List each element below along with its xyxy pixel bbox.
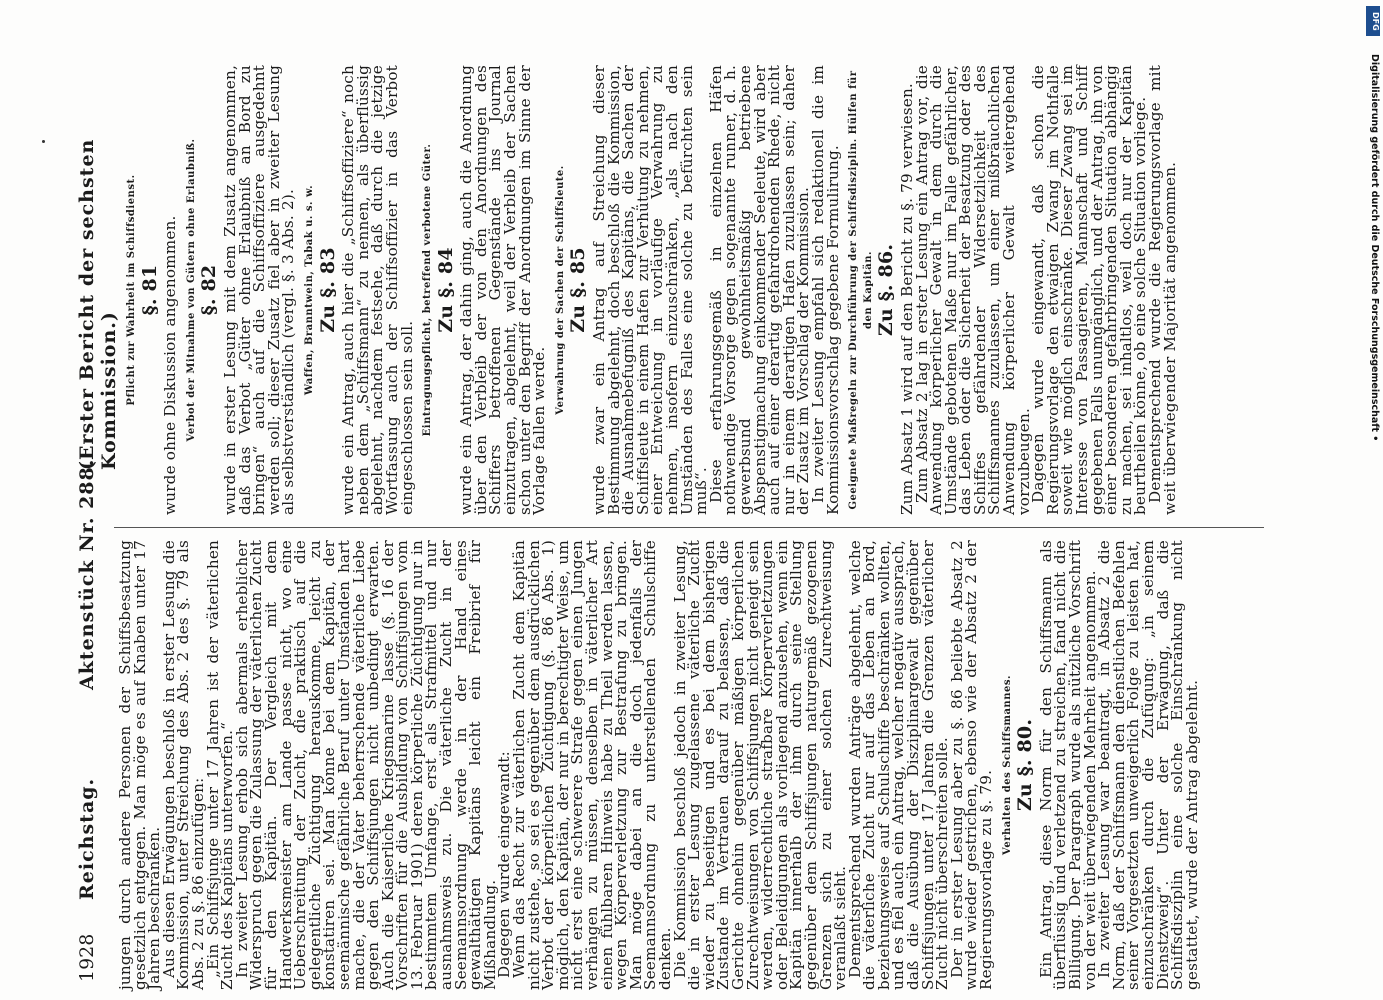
paragraph: In zweiter Lesung empfahl sich redaktionell die im Kommissionsvorschlag gegebene Formulirung. [808,65,842,515]
section-heading: §. 81 [138,264,161,316]
paragraph: Aus diesen Erwägungen beschloß in erster Lesung die Kommission, unter Streichung des Abs. 2 des §. 79 als Abs. 2 zu §. 86 einzufügen: [159,540,207,990]
page-number: 1928 [76,933,98,982]
paragraph: Dementsprechend wurden Anträge abgelehnt, welche die väterliche Zucht nur auf das Leben an Bord, beziehungsweise auf Schulschiffe beschränken wollten, und es fiel auch ein Antrag, welcher negativ aussprach, daß die Ausübung der Disziplinargewalt gegenüber Schiffsjungen unter 17 Jahren die Grenzen väterlicher Zucht nicht überschreiten solle. [845,540,952,990]
paragraph: In zweiter Lesung war beantragt, in Absatz 2 die Norm, daß der Schiffsmann den dienstlichen Befehlen seiner Vorgesetzten unweigerlich Folge zu leisten hat, einzuschränken durch die Zufügung: „in seinem Dienstzweig“. Unter der Erwägung, daß die Schiffsdisziplin eine solche Einschränkung nicht gestattet, wurde der Antrag abgelehnt. [1095,540,1201,990]
section-heading: Zu §. 84 [434,247,457,333]
digitization-note-text: Digitalisierung gefördert durch die Deutsche Forschungsgemeinschaft • [1369,54,1380,442]
section-heading: Zu §. 85 [567,247,590,333]
paragraph: In zweiter Lesung erhob sich abermals erheblicher Widerspruch gegen die Zulassung der väterlichen Zucht für den Kapitän. Der Vergleich mit dem Handwerksmeister am Lande passe nicht, wo eine Ueberschreitung der Zucht, die praktisch auf die gelegentliche Züchtigung herauskomme, leicht zu konstatiren sei. Man könne bei dem Kapitän, der seemännische gefährliche Beruf unter Umständen hart mache, die der Vater beherrschende väterliche Liebe gegen den Schiffsjungen nicht unbedingt erwarten. Auch die Kaiserliche Kriegsmarine lasse (§. 16 der Vorschriften für die Ausbildung von Schiffsjungen vom 13. Februar 1901) deren körperliche Züchtigung nur in bestimmtem Umfange, erst als Strafmittel und nur ausnahmsweis zu. Die väterliche Zucht in der Seemannsordnung werde in der Hand eines gewalthätigen Kapitäns leicht ein Freibrief für Mißhandlung. [232,540,499,990]
section-subtitle: Waffen, Branntwein, Tabak u. s. w. [303,184,315,396]
right-column [118,65,1268,515]
paragraph: wurde zwar ein Antrag auf Streichung dieser Bestimmung abgelehnt, doch beschloß die Kommission, die Ausnahmebefugniß des Kapitäns, die Sachen der Schiffsleute in einem Hafen zur Verhütung zu nehmen, einer Entweichung in vorläufige Verwahrung zu nehmen, insofern einzuschränken, „als nach den Umständen des Falles eine solche zu befürchten sein muß“. [590,65,711,515]
section-subtitle: Geeignete Maßregeln zur Durchführung der Schiffsdisziplin. Hülfen für den Kapitän. [848,70,874,510]
section-heading: Zu §. 80. [1014,718,1037,812]
section-heading: §. 82 [198,264,221,316]
paragraph: Ein Antrag, diese Norm für den Schiffsmann als überflüssig und verletzend zu streichen, fand nicht die Billigung. Der Paragraph wurde als nützliche Vorschrift von der weit überwiegenden Mehrheit angenommen. [1036,540,1099,990]
dfg-logo: DFG [1366,6,1380,36]
section-subtitle: Eintragungspflicht, betreffend verbotene Güter. [422,143,434,437]
quote: „Ein Schiffsjunge unter 17 Jahren ist der väterlichen Zucht des Kapitäns unterworfen.“ [203,540,237,990]
document-number: Aktenstück Nr. 288. [76,458,98,690]
report-title: (Erster Bericht der sechsten Kommission.) [76,138,120,470]
rotated-page [70,20,1270,990]
paragraph: wurde ein Antrag, der dahin ging, auch die Anordnung über den Verbleib der von den Anordnungen des Schiffers betroffenen Gegenstände ins Journal einzutragen, abgelehnt, weil der Verbleib der Sachen schon unter den Begriff der Anordnungen im Sinne der Vorlage fallen werde. [457,65,549,515]
column-divider [114,527,1264,528]
digitization-note [1366,14,1380,994]
section-subtitle: Verwahrung der Sachen der Schiffsleute. [554,165,566,415]
ink-dot [42,140,45,143]
paragraph: jungen durch andere Personen der Schiffsbesatzung gesetzlich entgegen. Man möge es auf Knaben unter 17 Jahren beschränken. [116,540,164,990]
page-header [70,20,120,990]
section-subtitle: Verhalten des Schiffsmannes. [1001,675,1013,855]
section-subtitle: Pflicht zur Wahrheit im Schiffsdienst. [126,174,137,406]
paragraph: wurde ohne Diskussion angenommen. [161,215,180,515]
section-heading: Zu §. 83 [316,247,339,333]
section-heading: Zu §. 86. [875,243,898,337]
paragraph: Die Kommission beschloß jedoch in zweiter Lesung, die in erster Lesung zugelassene väterliche Zucht wieder zu beseitigen und es bei dem bisherigen Zustande im Vertrauen darauf zu belassen, daß die Gerichte ohnehin gegenüber mäßigen körperlichen Zurechtweisungen von Schiffsjungen nicht geneigt sein werden, widerrechtliche strafbare Körperverletzungen oder Beleidigungen als vorliegend anzusehen, wenn ein Kapitän innerhalb der ihm durch seine Stellung gegenüber dem Schiffsjungen naturgemäß gezogenen Grenzen sich zu einer solchen Zurechtweisung veranlaßt sieht. [670,540,850,990]
paragraph: Dagegen wurde eingewandt: [495,751,514,978]
paragraph: wurde ein Antrag, auch hier die „Schiffsoffiziere“ noch neben dem „Schiffsmann“ zu nennen, als überflüssig abgelehnt, nachdem festsehe, daß durch die jetzige Wortfassung auch der Schiffsoffizier in das Verbot eingeschlossen sein soll. [339,65,416,515]
paragraph: Wenn das Recht zur väterlichen Zucht dem Kapitän nicht zustehe, so sei es gegenüber dem ausdrücklichen Verbot der körperlichen Züchtigung (§. 86 Abs. 1) möglich, den Kapitän, der nur in berechtigter Weise, um nicht erst eine schwerere Strafe gegen einen Jungen verhängen zu müssen, denselben in väterlicher Art einen fühlbaren Hinweis habe zu Theil werden lassen, wegen Körperverletzung zur Bestrafung zu bringen. Man möge dabei an die doch jedenfalls der Seemannsordnung zu unterstellenden Schulschiffe denken. [510,540,674,990]
paragraph: Dagegen wurde eingewandt, daß schon die Regierungsvorlage den etwaigen Zwang im Nothfalle soweit wie möglich einschränke. Dieser Zwang sei im Interesse von Passagieren, Mannschaft und Schiff gegebenen Falls unumgänglich, und der Antrag, ihn von einer besonderen gefahrbringenden Situation abhängig zu machen, sei inhaltlos, weil doch nur der Kapitän beurtheilen könne, ob eine solche Situation vorliege. [1029,65,1150,515]
paragraph: Zum Absatz 1 wird auf den Bericht zu §. 79 verwiesen. [897,83,916,515]
left-column [118,540,1268,990]
section-subtitle: Verbot der Mitnahme von Gütern ohne Erlaubniß. [185,138,197,442]
paragraph: Dementsprechend wurde die Regierungsvorlage mit weit überwiegender Majorität angenommen. [1146,65,1179,515]
running-title: Reichstag. [76,777,98,900]
paragraph: Der in erster Lesung aber zu §. 86 beliebte Absatz 2 wurde wieder gestrichen, ebenso wie der Absatz 2 der Regierungsvorlage zu §. 79. [947,540,996,990]
paragraph: Diese erfahrungsgemäß in einzelnen Häfen nothwendige Vorsorge gegen sogenannte runner, d. h. gewerbsund gewohnheitsmäßig betriebene Abspenstigmachung einkommender Seeleute, wird aber auch auf einer derartig gefahrdrohenden Rhede, nicht nur in einem derartigen Hafen zuzulassen sein; daher der Zusatz im Vorschlag der Kommission. [706,65,813,515]
paragraph: wurde in erster Lesung mit dem Zusatz angenommen, daß das Verbot „Güter ohne Erlaubniß an Bord zu bringen“ auch auf die Schiffsoffiziere ausgedehnt werden soll; dieser Zusatz fiel aber in zweiter Lesung als selbstverständlich (vergl. §. 3 Abs. 2). [220,65,298,515]
paragraph: Zum Absatz 2 lag in erster Lesung ein Antrag vor, die Anwendung körperlicher Gewalt in dem durch die Umstände gebotenen Maße nur im Falle gefährlicher, das Leben oder die Sicherheit der Besatzung oder des Schiffes gefährdender Widersetzlichkeit des Schiffsmannes zuzulassen, um einer mißbräuchlichen Anwendung körperlicher Gewalt weitergehend vorzubeugen. [912,65,1033,515]
